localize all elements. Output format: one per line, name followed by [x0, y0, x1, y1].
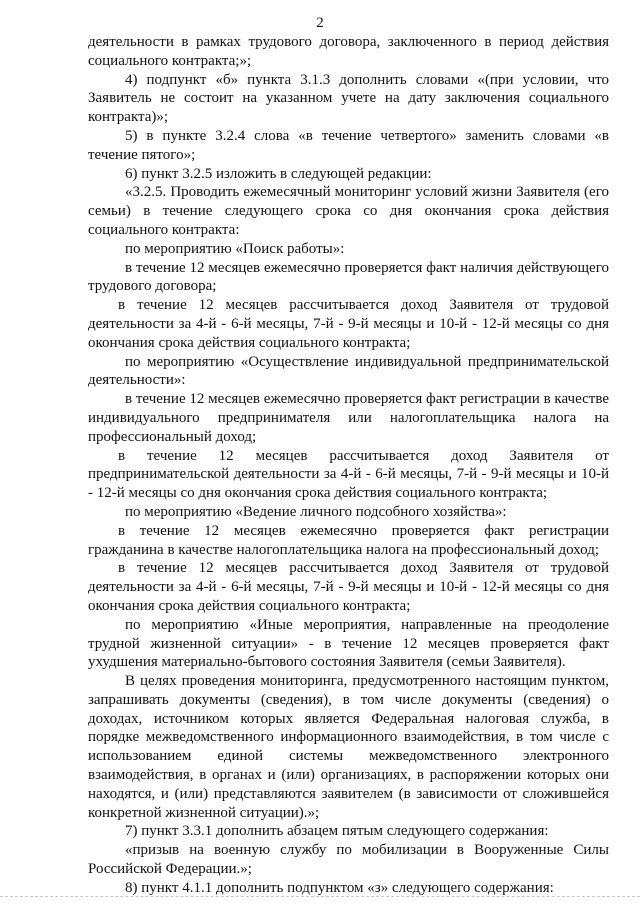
paragraph-monitoring-documents: В целях проведения мониторинга, предусмотренного настоящим пунктом, запрашивать документы (сведения), в том числе документы (сведения) о доходах, источником которых является Федеральная налоговая служба, в порядке межведомственного информационного взаимодействия, в том числе с использованием единой системы межведомственного электронного взаимодействия, в органах и (или) организациях, в распоряжении которых они находятся, и (или) представляются заявителем (в зависимости от сложившейся конкретной жизненной ситуации).»;: [88, 673, 609, 821]
paragraph-mobilization: «призыв на военную службу по мобилизации в Вооруженные Силы Российской Федерации.»;: [88, 842, 609, 878]
paragraph-continuation: деятельности в рамках трудового договора, заключенного в период действия социального контракта;»;: [88, 34, 609, 69]
paragraph-item-4: 4) подпункт «б» пункта 3.1.3 дополнить словами «(при условии, что Заявитель не состоит на указанном учете на дату заключения социального контракта)»;: [88, 71, 609, 126]
paragraph-3-2-5: «3.2.5. Проводить ежемесячный мониторинг условий жизни Заявителя (его семьи) в течение следующего срока со дня окончания срока действия социального контракта:: [88, 184, 609, 238]
paragraph-item-7: 7) пункт 3.3.1 дополнить абзацем пятым следующего содержания:: [125, 823, 549, 840]
paragraph-job-search-income: в течение 12 месяцев рассчитывается доход Заявителя от трудовой деятельности за 4-й - 6-й месяцы, 7-й - 9-й месяцы и 10-й - 12-й месяцы со дня окончания срока действия социального контракта;: [88, 297, 609, 351]
paragraph-item-6: 6) пункт 3.2.5 изложить в следующей редакции:: [125, 165, 432, 182]
document-body: [88, 33, 609, 898]
paragraph-job-search-heading: по мероприятию «Поиск работы»:: [125, 240, 345, 257]
paragraph-item-5: 5) в пункте 3.2.4 слова «в течение четвертого» заменить словами «в течение пятого»;: [88, 127, 609, 163]
paragraph-item-8: 8) пункт 4.1.1 дополнить подпунктом «з» следующего содержания:: [125, 879, 554, 896]
page-bottom-rule: [0, 896, 640, 897]
page-number: 2: [316, 15, 324, 31]
paragraph-other-measures: по мероприятию «Иные мероприятия, направленные на преодоление трудной жизненной ситуации» - в течение 12 месяцев проверяется факт ухудшения материально-бытового состояния Заявителя (семьи Заявителя).: [88, 616, 609, 671]
paragraph-job-search-contract: в течение 12 месяцев ежемесячно проверяется факт наличия действующего трудового договора;: [88, 259, 609, 295]
paragraph-entrepreneur-heading: по мероприятию «Осуществление индивидуальной предпринимательской деятельности»:: [88, 353, 609, 389]
paragraph-farm-registration: в течение 12 месяцев ежемесячно проверяется факт регистрации гражданина в качестве налогоплательщика налога на профессиональный доход;: [88, 522, 609, 558]
paragraph-farm-heading: по мероприятию «Ведение личного подсобного хозяйства»:: [125, 503, 507, 520]
paragraph-entrepreneur-registration: в течение 12 месяцев ежемесячно проверяется факт регистрации в качестве индивидуального предпринимателя или налогоплательщика налога на профессиональный доход;: [88, 391, 609, 445]
paragraph-entrepreneur-income: в течение 12 месяцев рассчитывается доход Заявителя от предпринимательской деятельности за 4-й - 6-й месяцы, 7-й - 9-й месяцы и 10-й - 12-й месяцы со дня окончания срока действия социального контракта;: [88, 447, 609, 502]
paragraph-farm-income: в течение 12 месяцев рассчитывается доход Заявителя от трудовой деятельности за 4-й - 6-й месяцы, 7-й - 9-й месяцы и 10-й - 12-й месяцы со дня окончания срока действия социального контракта;: [88, 560, 609, 614]
